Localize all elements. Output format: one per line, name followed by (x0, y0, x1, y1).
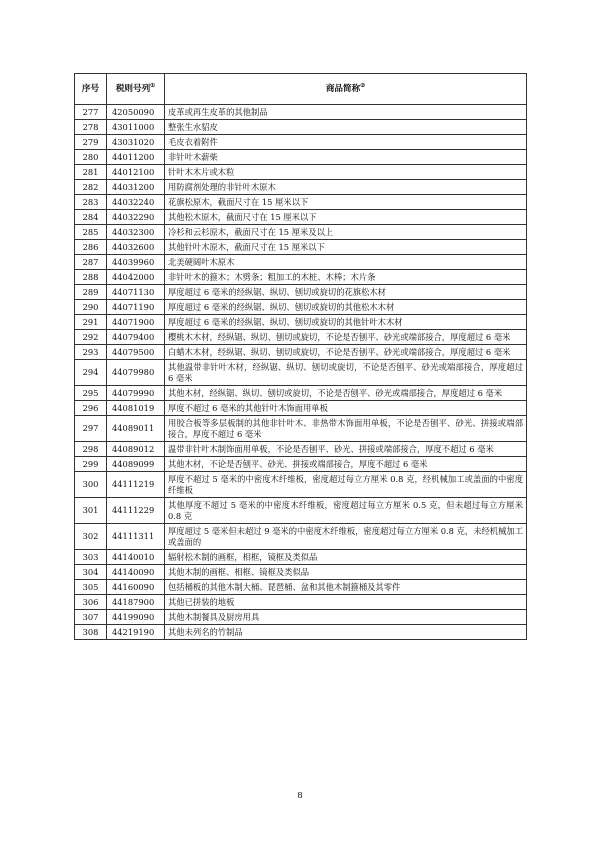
commodity-name-cell: 其他木材，不论是否刨平、砂光、拼接或端部接合，厚度不超过 6 毫米 (165, 457, 527, 472)
tariff-code-cell: 44032300 (107, 225, 165, 240)
table-row (75, 524, 527, 550)
tariff-code-cell: 44089012 (107, 442, 165, 457)
row-index-cell: 302 (75, 524, 107, 550)
tariff-code-cell: 44079980 (107, 360, 165, 386)
tariff-code-cell: 44111219 (107, 472, 165, 498)
row-index-cell: 283 (75, 195, 107, 210)
tariff-code-cell: 44111311 (107, 524, 165, 550)
table-row (75, 360, 527, 386)
table-row (75, 180, 527, 195)
table-row (75, 120, 527, 135)
row-index-cell: 279 (75, 135, 107, 150)
tariff-code-cell: 44032290 (107, 210, 165, 225)
table-row (75, 498, 527, 524)
row-index-cell: 298 (75, 442, 107, 457)
commodity-name-cell: 厚度超过 6 毫米的经纵锯、纵切、刨切或旋切的其他针叶木木材 (165, 315, 527, 330)
row-index-cell: 291 (75, 315, 107, 330)
commodity-name-cell: 用防腐剂处理的非针叶木原木 (165, 180, 527, 195)
tariff-code-cell: 43011000 (107, 120, 165, 135)
header-index: 序号 (75, 74, 107, 105)
row-index-cell: 294 (75, 360, 107, 386)
tariff-code-cell: 44071900 (107, 315, 165, 330)
tariff-code-cell: 44079500 (107, 345, 165, 360)
tariff-code-cell: 44079400 (107, 330, 165, 345)
commodity-name-cell: 厚度超过 5 毫米但未超过 9 毫米的中密度木纤维板，密度超过每立方厘米 0.8 克，未经机械加工或盖面的 (165, 524, 527, 550)
table-row (75, 442, 527, 457)
page-number: 8 (297, 791, 303, 801)
tariff-code-cell: 44219190 (107, 625, 165, 640)
table-row (75, 195, 527, 210)
table-row (75, 550, 527, 565)
table-row (75, 416, 527, 442)
table-row (75, 285, 527, 300)
tariff-code-cell: 42050090 (107, 105, 165, 120)
footnote-mark-2: ② (360, 82, 366, 89)
row-index-cell: 296 (75, 401, 107, 416)
tariff-code-cell: 44042000 (107, 270, 165, 285)
commodity-name-cell: 其他木材，经纵锯、纵切、刨切或旋切，不论是否刨平、砂光或端部接合，厚度超过 6 毫米 (165, 386, 527, 401)
commodity-name-cell: 北美硬阔叶木原木 (165, 255, 527, 270)
row-index-cell: 285 (75, 225, 107, 240)
commodity-name-cell: 毛皮衣着附件 (165, 135, 527, 150)
tariff-code-cell: 44071190 (107, 300, 165, 315)
row-index-cell: 278 (75, 120, 107, 135)
tariff-code-cell: 44140090 (107, 565, 165, 580)
commodity-name-cell: 花旗松原木，截面尺寸在 15 厘米以下 (165, 195, 527, 210)
table-row (75, 165, 527, 180)
table-row (75, 150, 527, 165)
row-index-cell: 277 (75, 105, 107, 120)
table-row (75, 330, 527, 345)
tariff-code-cell: 44031200 (107, 180, 165, 195)
tariff-code-cell: 44071130 (107, 285, 165, 300)
commodity-name-cell: 非针叶木的箍木；木劈条；粗加工的木桩、木棒；木片条 (165, 270, 527, 285)
commodity-name-cell: 厚度不超过 5 毫米的中密度木纤维板，密度超过每立方厘米 0.8 克，经机械加工或盖面的中密度纤维板 (165, 472, 527, 498)
commodity-name-cell: 用胶合板等多层板制的其他非针叶木、非热带木饰面用单板，不论是否刨平、砂光、拼接或端部接合，厚度不超过 6 毫米 (165, 416, 527, 442)
table-row (75, 625, 527, 640)
commodity-name-cell: 非针叶木薪柴 (165, 150, 527, 165)
commodity-name-cell: 厚度超过 6 毫米的经纵锯、纵切、刨切或旋切的花旗松木材 (165, 285, 527, 300)
commodity-name-cell: 其他已拼装的地板 (165, 595, 527, 610)
table-row (75, 240, 527, 255)
tariff-code-cell: 44111229 (107, 498, 165, 524)
commodity-name-cell: 皮革或再生皮革的其他制品 (165, 105, 527, 120)
commodity-name-cell: 冷杉和云杉原木，截面尺寸在 15 厘米及以上 (165, 225, 527, 240)
tariff-code-cell: 44089011 (107, 416, 165, 442)
row-index-cell: 295 (75, 386, 107, 401)
tariff-code-cell: 44032600 (107, 240, 165, 255)
table-row (75, 457, 527, 472)
table-row (75, 315, 527, 330)
commodity-name-cell: 樱桃木木材，经纵锯、纵切、刨切或旋切，不论是否刨平、砂光或端部接合，厚度超过 6 毫米 (165, 330, 527, 345)
row-index-cell: 305 (75, 580, 107, 595)
tariff-code-cell: 44081019 (107, 401, 165, 416)
row-index-cell: 306 (75, 595, 107, 610)
row-index-cell: 289 (75, 285, 107, 300)
commodity-name-cell: 针叶木木片或木粒 (165, 165, 527, 180)
row-index-cell: 297 (75, 416, 107, 442)
table-row (75, 472, 527, 498)
row-index-cell: 288 (75, 270, 107, 285)
table-row (75, 255, 527, 270)
table-row (75, 270, 527, 285)
row-index-cell: 284 (75, 210, 107, 225)
table-row (75, 595, 527, 610)
table-row (75, 210, 527, 225)
row-index-cell: 307 (75, 610, 107, 625)
row-index-cell: 301 (75, 498, 107, 524)
commodity-name-cell: 温带非针叶木制饰面用单板，不论是否刨平、砂光、拼接或端部接合，厚度不超过 6 毫米 (165, 442, 527, 457)
tariff-code-cell: 43031020 (107, 135, 165, 150)
table-row (75, 565, 527, 580)
commodity-name-cell: 厚度超过 6 毫米的经纵锯、纵切、刨切或旋切的其他松木木材 (165, 300, 527, 315)
row-index-cell: 299 (75, 457, 107, 472)
commodity-name-cell: 包括桶板的其他木制大桶、琵琶桶、盆和其他木制箍桶及其零件 (165, 580, 527, 595)
tariff-code-cell: 44089099 (107, 457, 165, 472)
table-row (75, 225, 527, 240)
footnote-mark-1: ① (150, 82, 156, 89)
header-commodity-name: 商品简称② (165, 74, 527, 105)
row-index-cell: 303 (75, 550, 107, 565)
commodity-name-cell: 其他温带非针叶木材，经纵锯、纵切、刨切或旋切，不论是否刨平、砂光或端部接合，厚度超过 6 毫米 (165, 360, 527, 386)
row-index-cell: 280 (75, 150, 107, 165)
commodity-name-cell: 其他木制的画框、相框、镜框及类似品 (165, 565, 527, 580)
header-tariff-code: 税则号列① (107, 74, 165, 105)
commodity-name-cell: 其他松木原木，截面尺寸在 15 厘米以下 (165, 210, 527, 225)
commodity-name-cell: 其他厚度不超过 5 毫米的中密度木纤维板，密度超过每立方厘米 0.5 克，但未超过每立方厘米 0.8 克 (165, 498, 527, 524)
row-index-cell: 292 (75, 330, 107, 345)
commodity-name-cell: 其他针叶木原木，截面尺寸在 15 厘米以下 (165, 240, 527, 255)
table-header (75, 74, 527, 105)
tariff-code-cell: 44140010 (107, 550, 165, 565)
row-index-cell: 290 (75, 300, 107, 315)
row-index-cell: 286 (75, 240, 107, 255)
tariff-code-cell: 44160090 (107, 580, 165, 595)
commodity-name-cell: 厚度不超过 6 毫米的其他针叶木饰面用单板 (165, 401, 527, 416)
table-row (75, 105, 527, 120)
commodity-name-cell: 整张生水貂皮 (165, 120, 527, 135)
row-index-cell: 281 (75, 165, 107, 180)
row-index-cell: 304 (75, 565, 107, 580)
table-row (75, 580, 527, 595)
commodity-name-cell: 其他木制餐具及厨房用具 (165, 610, 527, 625)
tariff-code-cell: 44012100 (107, 165, 165, 180)
tariff-code-cell: 44032240 (107, 195, 165, 210)
tariff-list-table (74, 73, 527, 640)
table-row (75, 300, 527, 315)
commodity-name-cell: 白蜡木木材，经纵锯、纵切、刨切或旋切，不论是否刨平、砂光或端部接合，厚度超过 6 毫米 (165, 345, 527, 360)
row-index-cell: 287 (75, 255, 107, 270)
tariff-code-cell: 44199090 (107, 610, 165, 625)
table-row (75, 386, 527, 401)
table-row (75, 345, 527, 360)
commodity-name-cell: 辐射松木制的画框，相框，镜框及类似品 (165, 550, 527, 565)
row-index-cell: 300 (75, 472, 107, 498)
tariff-code-cell: 44187900 (107, 595, 165, 610)
tariff-code-cell: 44079990 (107, 386, 165, 401)
tariff-code-cell: 44011200 (107, 150, 165, 165)
table-body (75, 105, 527, 640)
row-index-cell: 308 (75, 625, 107, 640)
table-row (75, 401, 527, 416)
header-row (75, 74, 527, 105)
row-index-cell: 282 (75, 180, 107, 195)
commodity-name-cell: 其他未列名的竹制品 (165, 625, 527, 640)
table-row (75, 610, 527, 625)
row-index-cell: 293 (75, 345, 107, 360)
tariff-code-cell: 44039960 (107, 255, 165, 270)
table-row (75, 135, 527, 150)
